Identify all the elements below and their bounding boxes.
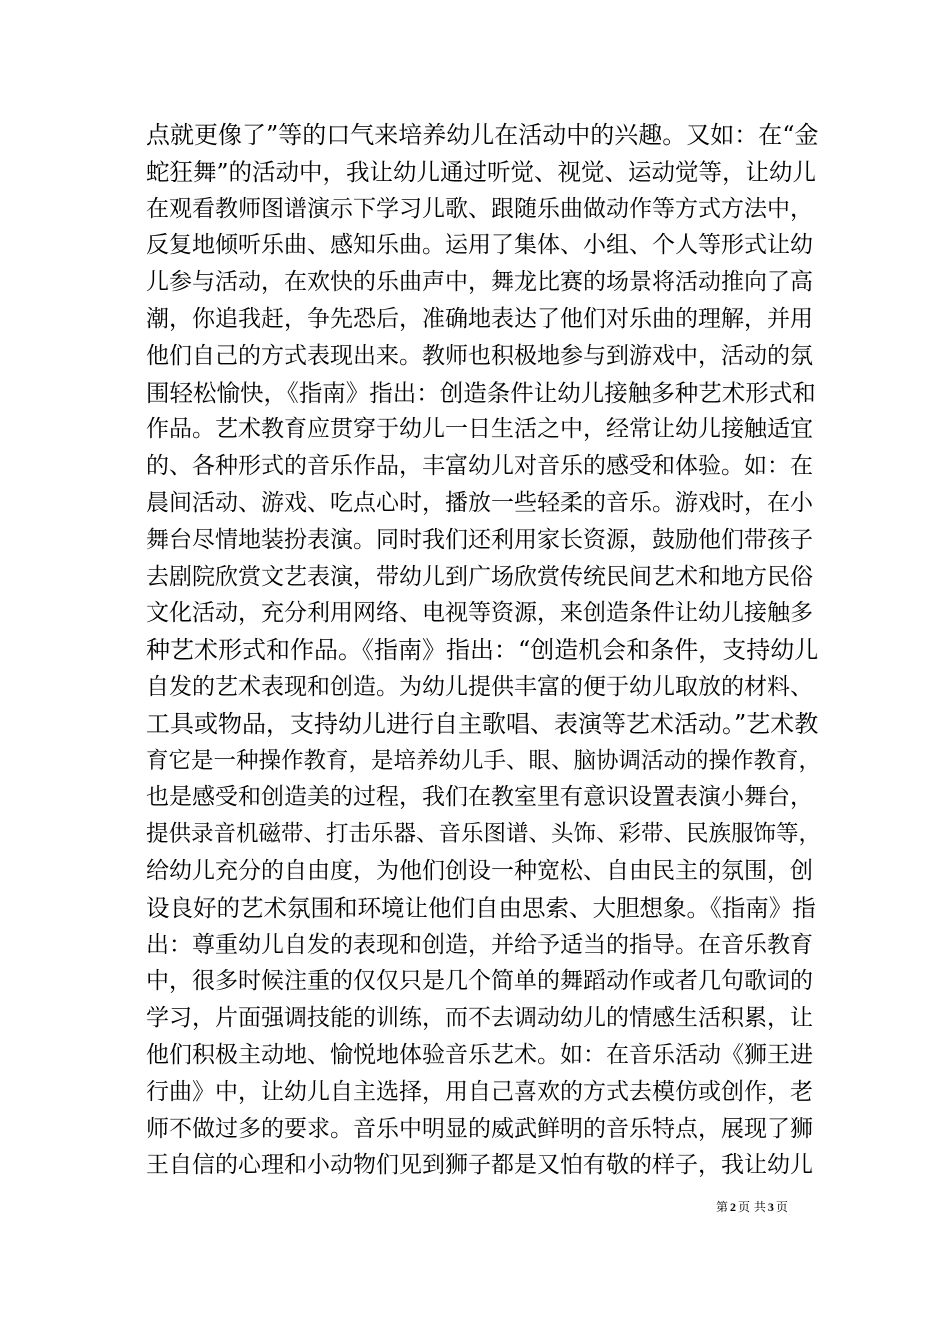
- body-text-line: 去剧院欣赏文艺表演，带幼儿到广场欣赏传统民间艺术和地方民俗: [146, 563, 813, 590]
- body-text-line: 出：尊重幼儿自发的表现和创造，并给予适当的指导。在音乐教育: [146, 931, 813, 958]
- page-footer: [716, 1199, 788, 1215]
- body-text-line: 潮，你追我赶，争先恐后，准确地表达了他们对乐曲的理解，并用: [146, 305, 813, 332]
- body-text-line: 围轻松愉快，《指南》指出：创造条件让幼儿接触多种艺术形式和: [146, 378, 816, 407]
- body-text-line: 他们积极主动地、愉悦地体验音乐艺术。如：在音乐活动《狮王进: [146, 1041, 813, 1068]
- document-body: [146, 117, 822, 1184]
- current-page-number: 2: [730, 1200, 737, 1214]
- body-text-line: 儿参与活动，在欢快的乐曲声中，舞龙比赛的场景将活动推向了高: [146, 269, 813, 296]
- body-text-line: 文化活动，充分利用网络、电视等资源，来创造条件让幼儿接触多: [146, 600, 813, 627]
- body-text-line: 育它是一种操作教育，是培养幼儿手、眼、脑协调活动的操作教育，: [146, 747, 822, 774]
- body-text-line: 点就更像了”等的口气来培养幼儿在活动中的兴趣。又如：在“金: [146, 121, 819, 149]
- body-text-line: 提供录音机磁带、打击乐器、音乐图谱、头饰、彩带、民族服饰等，: [146, 821, 822, 848]
- body-text-line: 师不做过多的要求。音乐中明显的威武鲜明的音乐特点，展现了狮: [146, 1115, 813, 1142]
- body-text-line: 在观看教师图谱演示下学习儿歌、跟随乐曲做动作等方式方法中，: [146, 195, 813, 222]
- body-text-line: 中，很多时候注重的仅仅只是几个简单的舞蹈动作或者几句歌词的: [146, 968, 813, 995]
- body-text-line: 他们自己的方式表现出来。教师也积极地参与到游戏中，活动的氛: [146, 342, 813, 369]
- body-text-line: 的、各种形式的音乐作品，丰富幼儿对音乐的感受和体验。如：在: [146, 453, 813, 480]
- body-text-line: 蛇狂舞”的活动中，我让幼儿通过听觉、视觉、运动觉等，让幼儿: [146, 157, 817, 186]
- body-text-line: 设良好的艺术氛围和环境让他们自由思索、大胆想象。《指南》指: [146, 893, 816, 922]
- body-text-line: 自发的艺术表现和创造。为幼儿提供丰富的便于幼儿取放的材料、: [146, 673, 813, 700]
- body-text-line: 工具或物品，支持幼儿进行自主歌唱、表演等艺术活动。”艺术教: [146, 709, 819, 738]
- body-text-line: 也是感受和创造美的过程，我们在教室里有意识设置表演小舞台，: [146, 784, 813, 811]
- footer-prefix: 第: [716, 1200, 729, 1214]
- footer-suffix: 页: [775, 1200, 788, 1214]
- body-text-line: 反复地倾听乐曲、感知乐曲。运用了集体、小组、个人等形式让幼: [146, 232, 813, 259]
- body-text-line: 作品。艺术教育应贯穿于幼儿一日生活之中，经常让幼儿接触适宜: [146, 416, 813, 443]
- body-text-line: 王自信的心理和小动物们见到狮子都是又怕有敬的样子，我让幼儿: [146, 1152, 813, 1179]
- body-text-line: 给幼儿充分的自由度，为他们创设一种宽松、自由民主的氛围，创: [146, 857, 813, 884]
- footer-middle: 页 共: [738, 1200, 766, 1214]
- body-text-line: 晨间活动、游戏、吃点心时，播放一些轻柔的音乐。游戏时，在小: [146, 489, 813, 516]
- body-text-line: 行曲》中，让幼儿自主选择，用自己喜欢的方式去模仿或创作，老: [146, 1078, 813, 1105]
- body-text-line: 舞台尽情地装扮表演。同时我们还利用家长资源，鼓励他们带孩子: [146, 526, 813, 553]
- body-text-line: 学习，片面强调技能的训练，而不去调动幼儿的情感生活积累，让: [146, 1005, 813, 1032]
- total-page-number: 3: [767, 1200, 774, 1214]
- body-text-line: 种艺术形式和作品。《指南》指出：“创造机会和条件，支持幼儿: [146, 636, 819, 665]
